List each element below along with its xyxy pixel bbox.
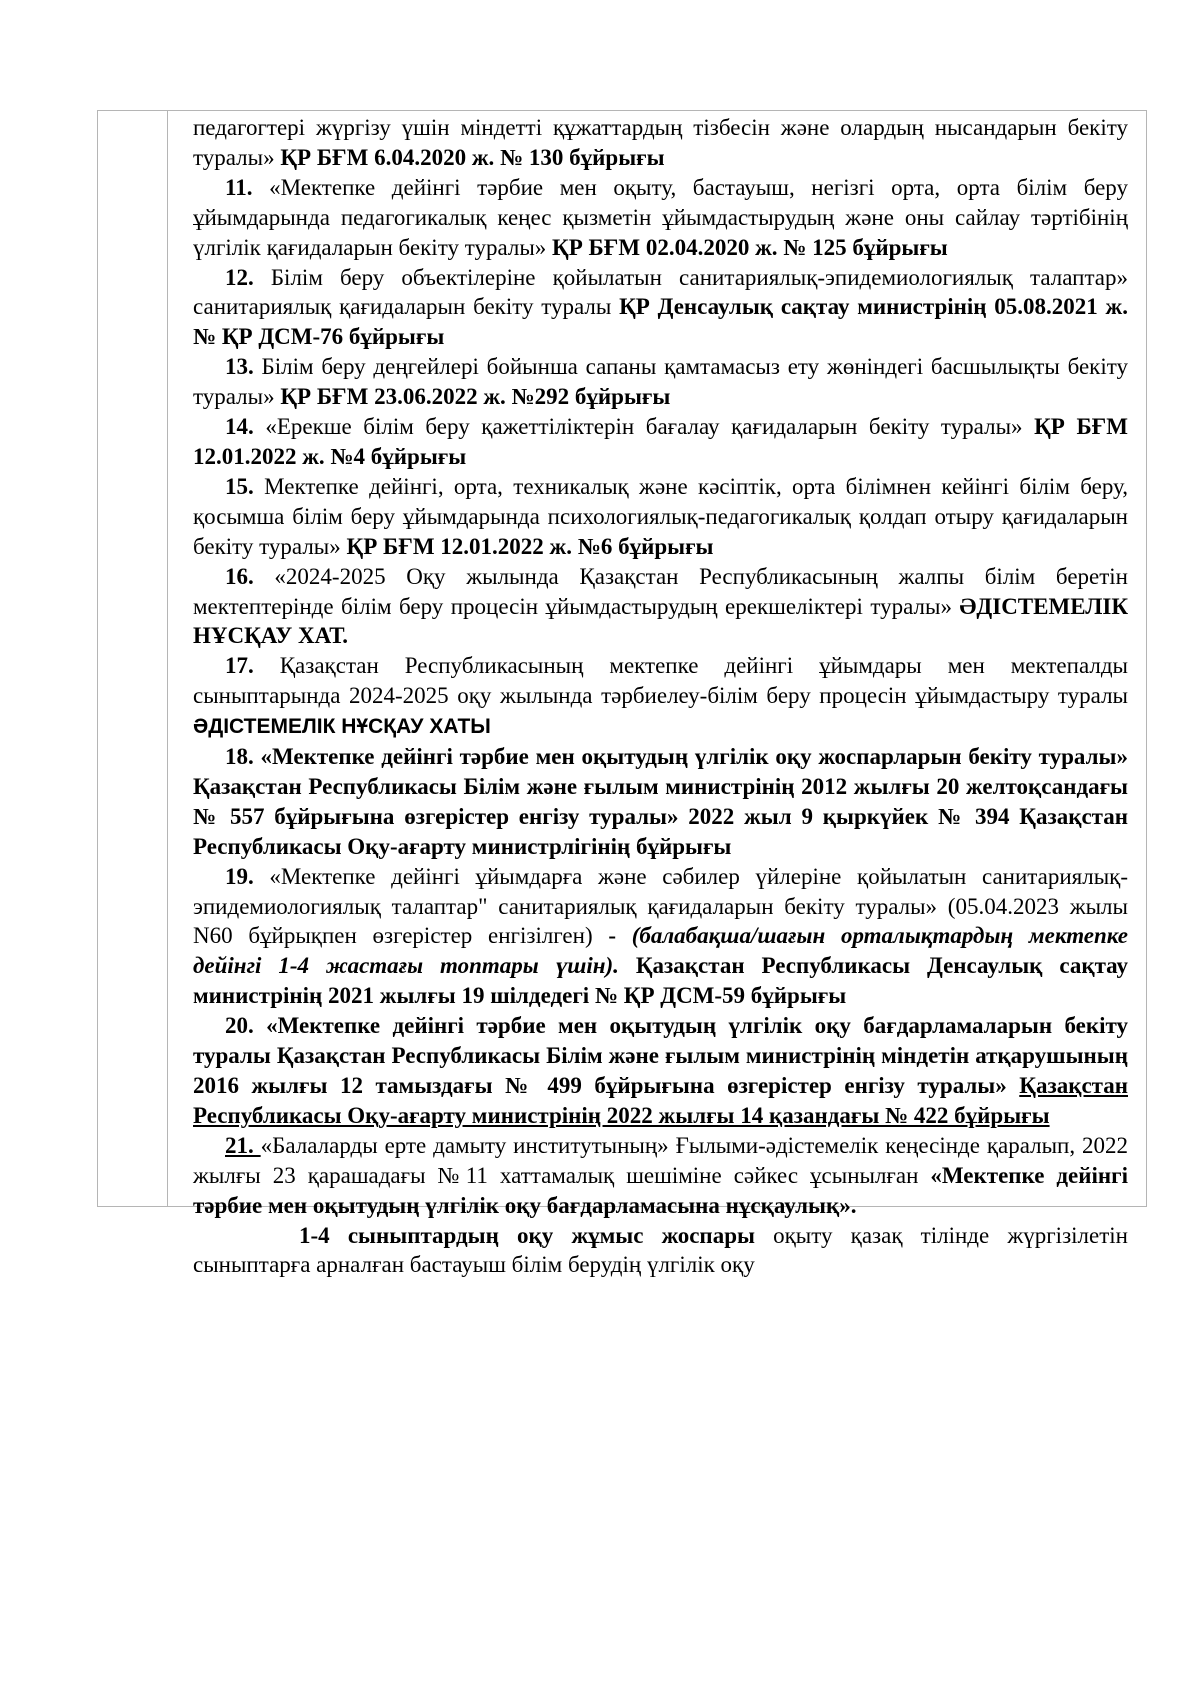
document-table xyxy=(97,110,1147,1278)
table-left-column xyxy=(98,111,168,1206)
list-item-16: 16. «2024-2025 Оқу жылында Қазақстан Республикасының жалпы білім беретін мектептерінде білім беру процесін ұйымдастырудың ерекшеліктері туралы» ӘДІСТЕМЕЛІК НҰСҚАУ ХАТ. xyxy=(193,563,1128,649)
list-item-14: 14. «Ерекше білім беру қажеттіліктерін бағалау қағидаларын бекіту туралы» ҚР БҒМ 12.01.2022 ж. №4 бұйрығы xyxy=(193,414,1128,469)
list-item-12: 12. Білім беру объектілеріне қойылатын санитариялық-эпидемиологиялық талаптар» санитариялық қағидаларын бекіту туралы ҚР Денсаулық сақтау министрінің 05.08.2021 ж. № ҚР ДСМ-76 бұйрығы xyxy=(193,264,1128,350)
list-item-20: 20. «Мектепке дейінгі тәрбие мен оқытудың үлгілік оқу бағдарламаларын бекіту туралы Қазақстан Республикасы Білім және ғылым министрінің міндетін атқарушының 2016 жылғы 12 тамыздағы № 499 бұйрығына өзгерістер енгізу туралы» Қазақстан Республикасы Оқу-ағарту министрінің 2022 жылғы 14 қазандағы № 422 бұйрығы xyxy=(193,1013,1128,1128)
list-item-11: 11. «Мектепке дейінгі тәрбие мен оқыту, бастауыш, негізгі орта, орта білім беру ұйымдарында педагогикалық кеңес қызметін ұйымдастырудың және оны сайлау тәртібінің үлгілік қағидаларын бекіту туралы» ҚР БҒМ 02.04.2020 ж. № 125 бұйрығы xyxy=(193,174,1128,260)
list-item-13: 13. Білім беру деңгейлері бойынша сапаны қамтамасыз ету жөніндегі басшылықты бекіту туралы» ҚР БҒМ 23.06.2022 ж. №292 бұйрығы xyxy=(193,354,1128,410)
list-item-19: 19. «Мектепке дейінгі ұйымдарға және сәбилер үйлеріне қойылатын санитариялық-эпидемиологиялық талаптар" санитариялық қағидаларын бекіту туралы» (05.04.2023 жылы N60 бұйрықпен өзгерістер енгізілген) - (балабақша/шағын орталықтардың мектепке дейінгі 1-4 жастағы топтары үшін). Қазақстан Республикасы Денсаулық сақтау министрінің 2021 жылғы 19 шілдедегі № ҚР ДСМ-59 бұйрығы xyxy=(193,863,1128,1009)
list-item-continuation: педагогтері жүргізу үшін міндетті құжаттардың тізбесін және олардың нысандарын бекіту туралы» ҚР БҒМ 6.04.2020 ж. № 130 бұйрығы xyxy=(193,115,1128,170)
curriculum-paragraph: 1-4 сыныптардың оқу жұмыс жоспары оқыту қазақ тілінде жүргізілетін сыныптарға арналған бастауыш білім берудің үлгілік оқу xyxy=(193,1222,1128,1278)
table-main-column xyxy=(168,111,1146,1278)
list-item-18: 18. «Мектепке дейінгі тәрбие мен оқытудың үлгілік оқу жоспарларын бекіту туралы» Қазақстан Республикасы Білім және ғылым министрінің 2012 жылғы 20 желтоқсандағы № 557 бұйрығына өзгерістер енгізу туралы» 2022 жыл 9 қыркүйек № 394 Қазақстан Республикасы Оқу-ағарту министрлігінің бұйрығы xyxy=(193,744,1128,859)
list-item-15: 15. Мектепке дейінгі, орта, техникалық және кәсіптік, орта білімнен кейінгі білім беру, қосымша білім беру ұйымдарында психологиялық-педагогикалық қолдап отыру қағидаларын бекіту туралы» ҚР БҒМ 12.01.2022 ж. №6 бұйрығы xyxy=(193,473,1128,559)
list-item-17: 17. Қазақстан Республикасының мектепке дейінгі ұйымдары мен мектепалды сыныптарында 2024-2025 оқу жылында тәрбиелеу-білім беру процесін ұйымдастыру туралы ӘДІСТЕМЕЛІК НҰСҚАУ ХАТЫ xyxy=(193,653,1128,739)
list-item-21: 21. «Балаларды ерте дамыту институтының» Ғылыми-әдістемелік кеңесінде қаралып, 2022 жылғы 23 қарашадағы №11 хаттамалық шешіміне сәйкес ұсынылған «Мектепке дейінгі тәрбие мен оқытудың үлгілік оқу бағдарламасына нұсқаулық». xyxy=(193,1132,1128,1218)
